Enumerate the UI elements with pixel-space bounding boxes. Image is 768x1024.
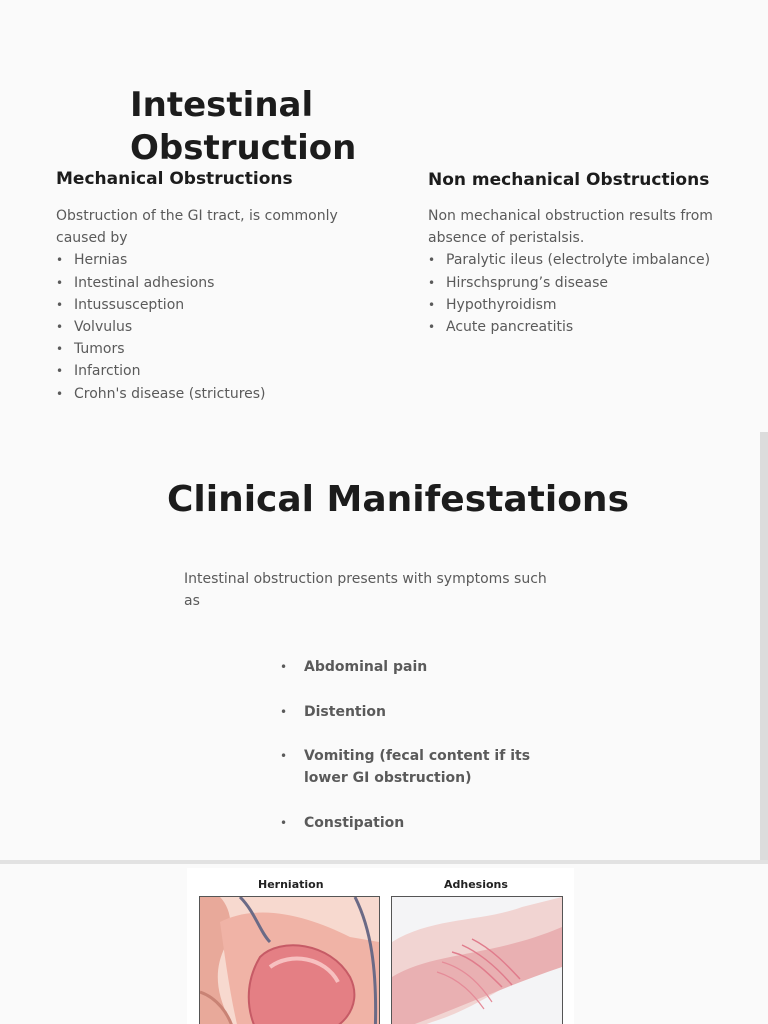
clinical-intro: Intestinal obstruction presents with symptoms such as [184,571,547,610]
slide-title [130,84,356,170]
list-item: • Hernias [56,249,356,271]
list-item: • Intestinal adhesions [56,272,356,294]
adhesions-illustration [392,897,562,1024]
mechanical-list [56,249,356,404]
list-item: • Acute pancreatitis [428,316,728,338]
slide-intestinal-obstruction [0,0,768,430]
list-item: • Intussusception [56,294,356,316]
list-item: • Paralytic ileus (electrolyte imbalance) [428,249,728,271]
symptom-list [280,656,540,857]
adhesions-panel [391,896,563,1024]
non-mechanical-intro: Non mechanical obstruction results from absence of peristalsis. [428,208,713,247]
symptom-item: • Abdominal pain [280,656,540,678]
list-item: • Hirschsprung’s disease [428,272,728,294]
list-item: • Hypothyroidism [428,294,728,316]
non-mechanical-list [428,249,728,338]
title-line-2: Obstruction [130,128,357,168]
list-item: • Crohn's disease (strictures) [56,383,356,405]
clinical-manifestations-title: Clinical Manifestations [166,479,629,520]
list-item: • Tumors [56,338,356,360]
adhesions-label: Adhesions [444,878,508,891]
symptom-item: • Vomiting (fecal content if its lower GI obstruction) [280,745,540,789]
mechanical-heading: Mechanical Obstructions [56,169,293,189]
slide-figure [0,864,768,1024]
symptom-item: • Distention [280,701,540,723]
herniation-panel [199,896,380,1024]
symptom-item: • Constipation [280,812,540,834]
mechanical-intro: Obstruction of the GI tract, is commonly caused by [56,208,338,247]
slide-edge [760,432,768,860]
mechanical-column [56,205,356,405]
slide-clinical-manifestations [0,432,760,860]
herniation-label: Herniation [258,878,324,891]
list-item: • Volvulus [56,316,356,338]
herniation-illustration [200,897,379,1024]
title-line-1: Intestinal [130,85,314,125]
non-mechanical-heading: Non mechanical Obstructions [428,170,710,190]
list-item: • Infarction [56,360,356,382]
non-mechanical-column [428,205,728,338]
obstruction-illustration [187,868,574,1024]
